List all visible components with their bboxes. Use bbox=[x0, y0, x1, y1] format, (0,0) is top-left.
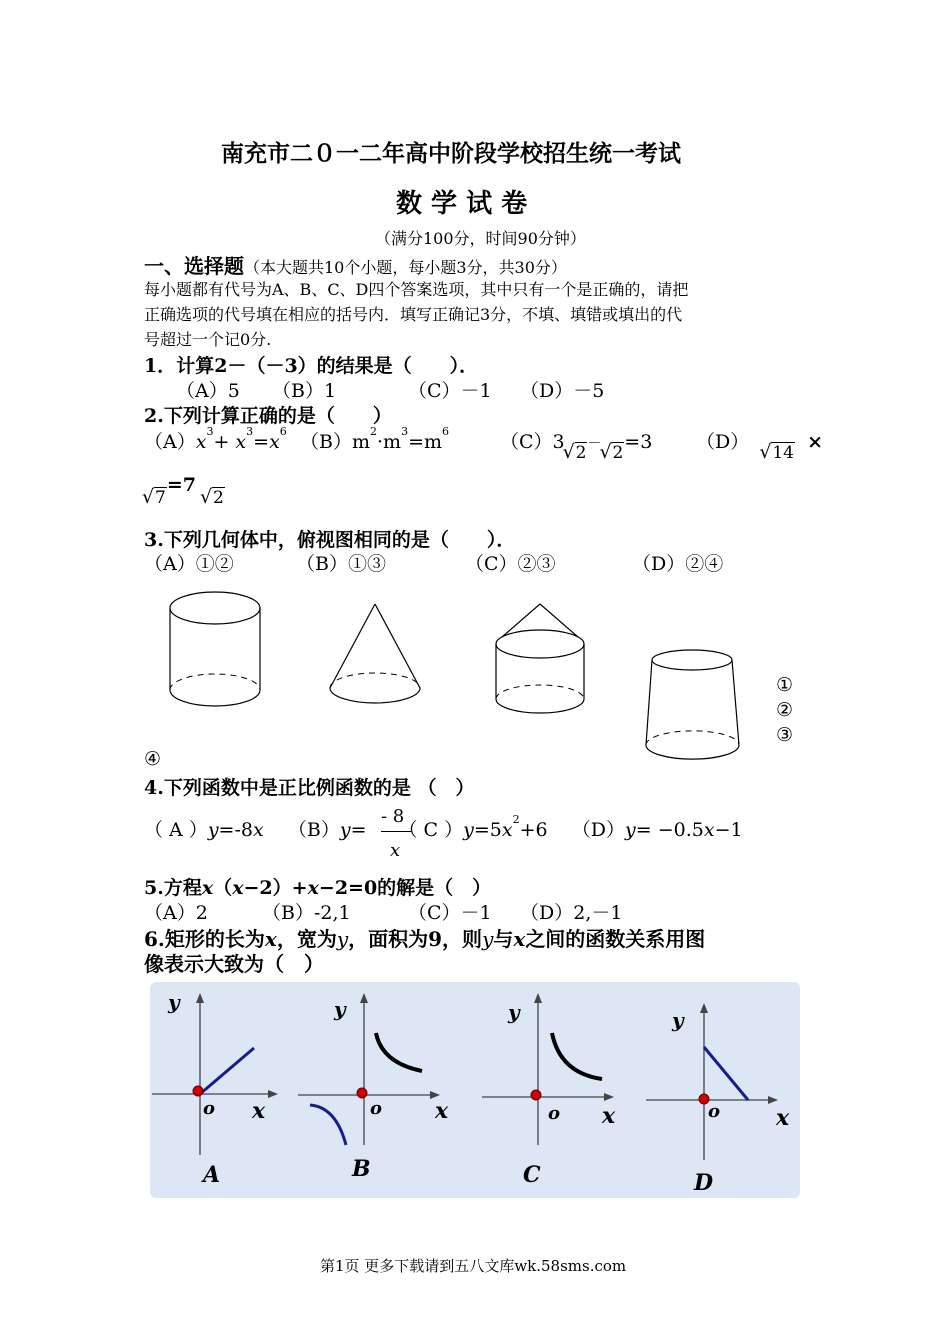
q5-option-c: （C）－1 bbox=[408, 902, 492, 924]
graph-b-x: x bbox=[435, 1098, 449, 1124]
q2-stem: 2.下列计算正确的是（ ） bbox=[144, 405, 392, 427]
q4-d-y: y bbox=[625, 819, 636, 841]
q6-x2: x bbox=[513, 927, 526, 951]
q4-c-label: （ C ） bbox=[398, 819, 464, 841]
q4-b-eq: = bbox=[350, 819, 367, 841]
q2-a-x2: x bbox=[235, 431, 247, 453]
graph-a-o: o bbox=[203, 1098, 216, 1119]
q3-label-4: ④ bbox=[144, 748, 162, 770]
q6-x: x bbox=[264, 927, 277, 951]
q2-a-x: x bbox=[195, 431, 207, 453]
q2-b-m2: m bbox=[383, 431, 402, 453]
graph-d-x: x bbox=[776, 1105, 790, 1131]
q2-c-coef: 3 bbox=[552, 431, 565, 453]
graph-c-y: y bbox=[508, 1000, 520, 1024]
q4-b-denominator: x bbox=[390, 840, 401, 861]
q2-c-sqrt2: √ 2 bbox=[601, 443, 624, 463]
graph-d-y: y bbox=[672, 1008, 684, 1032]
graph-c-x: x bbox=[602, 1103, 616, 1129]
q4-c-exp: 2 bbox=[512, 813, 520, 826]
q1-option-a: （A）5 bbox=[176, 380, 240, 402]
q2-a-exp2: 3 bbox=[246, 425, 254, 438]
q5-option-a: （A）2 bbox=[144, 902, 208, 924]
q4-d-label: （D） bbox=[571, 819, 626, 841]
q2-d-sqrt: √ 14 bbox=[761, 443, 795, 463]
graph-a-x: x bbox=[252, 1098, 266, 1124]
q2-c-label: （C） bbox=[500, 431, 553, 453]
subject-title: 数 学 试 卷 bbox=[396, 189, 528, 219]
q2-d-label: （D） bbox=[696, 431, 750, 453]
q2-a-exp: 3 bbox=[206, 425, 214, 438]
q2-b-eq: =m bbox=[408, 431, 443, 453]
graph-c bbox=[482, 985, 642, 1195]
q2-d-sqrt2: √ 7 bbox=[144, 488, 167, 508]
graph-b-y: y bbox=[334, 997, 346, 1021]
q3-stem: 3.下列几何体中，俯视图相同的是（ ）． bbox=[144, 529, 516, 551]
q4-c-eq: =5 bbox=[473, 819, 502, 841]
q1-stem: 1．计算2－（－3）的结果是（ ）． bbox=[144, 355, 479, 377]
q5-post: −2=0的解是（ ） bbox=[318, 877, 492, 899]
instruction-line-1: 每小题都有代号为A、B、C、D四个答案选项，其中只有一个是正确的，请把 bbox=[144, 280, 689, 299]
graph-a-y: y bbox=[168, 990, 180, 1014]
q2-c-minus: － bbox=[587, 436, 602, 452]
q5-pre: 5.方程 bbox=[144, 877, 202, 899]
q4-b-y: y bbox=[339, 819, 351, 841]
graph-a-label: A bbox=[203, 1162, 221, 1188]
q1-option-c: （C）－1 bbox=[408, 380, 492, 402]
q3-label-2: ② bbox=[776, 699, 794, 721]
q2-b-label: （B） bbox=[300, 431, 352, 453]
graph-b bbox=[296, 985, 466, 1195]
q6-stem-line2: 像表示大致为（ ） bbox=[144, 952, 324, 976]
q6-y: y bbox=[336, 927, 349, 951]
q4-b-label: （B） bbox=[287, 819, 340, 841]
q2-a-x3: x bbox=[269, 431, 280, 453]
q5-mid1: （ bbox=[213, 877, 233, 899]
q6-mid3: 与 bbox=[493, 927, 514, 951]
q3-option-a: （A）①② bbox=[144, 553, 234, 575]
q2-option-a bbox=[144, 427, 287, 454]
q5-mid2: −2）+ bbox=[243, 877, 308, 899]
q2-b-exp2: 2 bbox=[370, 425, 377, 438]
q2-option-d-cont bbox=[144, 474, 225, 508]
q3-option-c: （C）②③ bbox=[465, 553, 556, 575]
q2-c-sqrt: √ 2 bbox=[565, 443, 588, 463]
q2-option-d bbox=[696, 427, 823, 463]
q3-option-d: （D）②④ bbox=[632, 553, 724, 575]
graph-b-o: o bbox=[370, 1098, 383, 1119]
q6-mid2: ，面积为9，则 bbox=[348, 927, 483, 951]
q4-b-fraction-bar bbox=[381, 831, 411, 832]
q2-b-exp6: 6 bbox=[442, 425, 450, 438]
q4-d-eq: = −0.5 bbox=[635, 819, 704, 841]
q4-b-numerator: - 8 bbox=[381, 806, 405, 827]
q6-post: 之间的函数关系用图 bbox=[525, 927, 706, 951]
q1-option-d: （D）－5 bbox=[520, 380, 605, 402]
graph-a bbox=[152, 985, 312, 1195]
q4-stem: 4.下列函数中是正比例函数的是 （ ） bbox=[144, 777, 475, 799]
q3-label-1: ① bbox=[776, 674, 794, 696]
q4-d-x: x bbox=[703, 819, 715, 841]
q5-x1: x bbox=[201, 877, 214, 899]
q6-mid: ，宽为 bbox=[276, 927, 337, 951]
q4-c-y: y bbox=[463, 819, 474, 841]
q2-d-times: × bbox=[807, 431, 823, 453]
q2-b-m: m bbox=[351, 431, 370, 453]
solid-frustum bbox=[642, 648, 752, 768]
q2-a-label: （A） bbox=[144, 431, 196, 453]
q4-c-rest: +6 bbox=[519, 819, 548, 841]
graph-c-o: o bbox=[548, 1103, 561, 1124]
q4-a-y: y bbox=[207, 819, 219, 841]
q2-b-exp3: 3 bbox=[401, 425, 409, 438]
q2-d-eq: =7 bbox=[166, 474, 196, 496]
solid-cone-cylinder bbox=[494, 602, 594, 722]
section-heading bbox=[144, 250, 567, 279]
q4-options bbox=[144, 815, 743, 842]
solid-cone bbox=[328, 600, 428, 720]
q4-d-rest: −1 bbox=[714, 819, 743, 841]
q2-a-eq: = bbox=[253, 431, 270, 453]
section-note: （本大题共10个小题，每小题3分，共30分） bbox=[244, 258, 567, 277]
q4-a-label: （ A ） bbox=[144, 819, 208, 841]
graph-b-label: B bbox=[352, 1156, 371, 1182]
q2-option-c bbox=[500, 427, 653, 463]
graph-d bbox=[640, 995, 800, 1205]
q2-b-dot: · bbox=[377, 431, 384, 453]
q3-label-3: ③ bbox=[776, 724, 794, 746]
graph-d-label: D bbox=[694, 1170, 714, 1196]
instruction-line-3: 号超过一个记0分. bbox=[144, 330, 272, 349]
q2-a-plus: + bbox=[213, 431, 230, 453]
q3-option-b: （B）①③ bbox=[296, 553, 386, 575]
q2-a-exp3: 6 bbox=[279, 425, 287, 438]
q1-option-b: （B）1 bbox=[272, 380, 337, 402]
section-heading-text: 一、选择题 bbox=[144, 254, 244, 278]
solid-cylinder bbox=[168, 590, 268, 720]
graph-d-o: o bbox=[708, 1101, 721, 1122]
q4-a-eq: =-8 bbox=[218, 819, 253, 841]
q5-stem bbox=[144, 873, 491, 900]
q5-x3: x bbox=[307, 877, 319, 899]
instruction-line-2: 正确选项的代号填在相应的括号内．填写正确记3分，不填、填错或填出的代 bbox=[144, 305, 683, 324]
q2-option-b bbox=[300, 427, 449, 454]
q5-x2: x bbox=[232, 877, 244, 899]
page-footer: 第1页 更多下载请到五八文库wk.58sms.com bbox=[320, 1257, 627, 1275]
q5-option-b: （B）-2,1 bbox=[262, 902, 351, 924]
q4-a-x: x bbox=[252, 819, 264, 841]
q6-y2: y bbox=[482, 927, 494, 951]
graph-c-label: C bbox=[523, 1162, 541, 1188]
exam-title: 南充市二０一二年高中阶段学校招生统一考试 bbox=[221, 141, 681, 167]
q4-c-x: x bbox=[501, 819, 513, 841]
q2-c-eq: =3 bbox=[624, 431, 653, 453]
exam-meta: （满分100分，时间90分钟） bbox=[375, 229, 586, 248]
q2-d-sqrt3: √ 2 bbox=[202, 488, 225, 508]
q6-pre: 6.矩形的长为 bbox=[144, 927, 265, 951]
q5-option-d: （D）2,－1 bbox=[520, 902, 623, 924]
